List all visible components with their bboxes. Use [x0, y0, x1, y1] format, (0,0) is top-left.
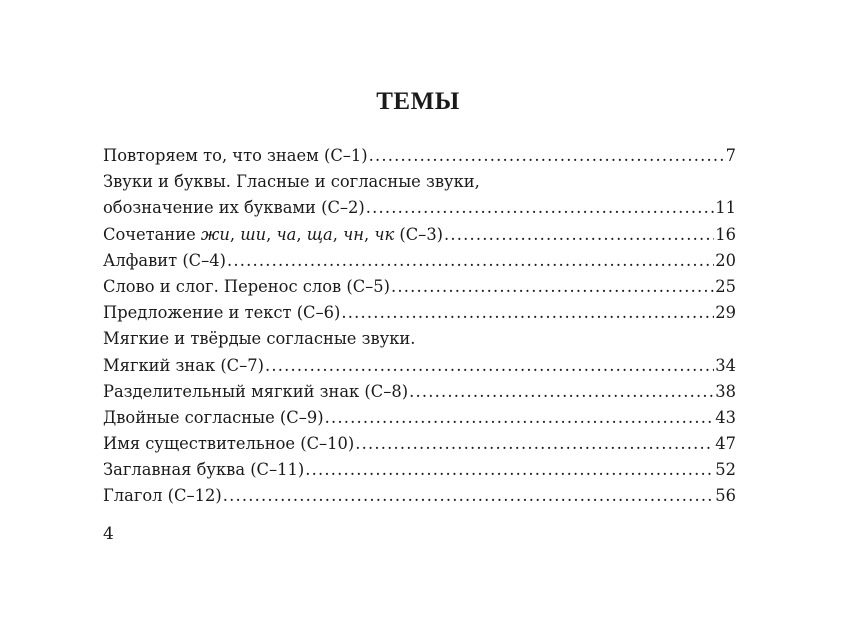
toc-entry-label: Имя существительное (С–10) — [103, 434, 355, 454]
toc-entry-page: 43 — [715, 407, 736, 427]
toc-entry-label: Двойные согласные (С–9) — [103, 407, 324, 427]
toc-entry[interactable] — [103, 353, 736, 379]
toc-entry-label: Мягкий знак (С–7) — [103, 355, 264, 375]
label-italic: чн — [343, 224, 364, 244]
leader-dots — [265, 353, 714, 379]
label-italic: ча — [276, 224, 297, 244]
label-italic: жи — [200, 224, 230, 244]
toc-entry[interactable] — [103, 222, 736, 248]
toc-entry[interactable] — [103, 300, 736, 326]
toc-entry-page: 25 — [715, 276, 736, 296]
toc-entry-label: Глагол (С–12) — [103, 486, 222, 506]
leader-dots — [325, 405, 715, 431]
toc-entry-page: 20 — [715, 250, 736, 270]
toc-entry-label: Звуки и буквы. Гласные и согласные звуки, — [103, 172, 480, 192]
label-italic: чк — [374, 224, 395, 244]
label-text: , — [363, 224, 375, 244]
toc-entry-page: 11 — [715, 198, 736, 218]
toc-entry[interactable] — [103, 405, 736, 431]
toc-entry-page: 52 — [715, 460, 736, 480]
toc-entry-label: Предложение и текст (С–6) — [103, 303, 341, 323]
toc-entry — [103, 169, 736, 195]
leader-dots — [369, 143, 725, 169]
leader-dots — [355, 431, 714, 457]
label-italic: ши — [240, 224, 267, 244]
toc-entry-label: Мягкие и твёрдые согласные звуки. — [103, 329, 416, 349]
toc-entry-page: 56 — [715, 486, 736, 506]
toc-entry[interactable] — [103, 143, 736, 169]
label-text: , — [332, 224, 344, 244]
toc-entry-label — [103, 222, 443, 248]
leader-dots — [341, 300, 714, 326]
toc-entry-label: Слово и слог. Перенос слов (С–5) — [103, 276, 391, 296]
label-text: (С–3) — [394, 224, 444, 244]
leader-dots — [391, 274, 714, 300]
toc-entry-label: Разделительный мягкий знак (С–8) — [103, 381, 409, 401]
toc-entry-page: 29 — [715, 303, 736, 323]
leader-dots — [305, 457, 714, 483]
toc-entry-page: 7 — [725, 146, 736, 165]
label-text: , — [296, 224, 307, 244]
toc-entry-label: Заглавная буква (С–11) — [103, 460, 305, 480]
toc-entry-page: 47 — [715, 434, 736, 454]
label-text: Сочетание — [103, 224, 201, 244]
toc-entry-label: обозначение их буквами (С–2) — [103, 198, 365, 218]
leader-dots — [223, 483, 715, 509]
toc-entry-page: 16 — [715, 224, 736, 244]
toc-entry — [103, 326, 736, 352]
toc-entry-page: 34 — [715, 355, 736, 375]
leader-dots — [366, 195, 715, 221]
label-text: , — [229, 224, 241, 244]
toc-entry[interactable] — [103, 274, 736, 300]
toc-entry[interactable] — [103, 483, 736, 509]
toc-entry[interactable] — [103, 457, 736, 483]
page-title: ТЕМЫ — [376, 88, 460, 115]
toc-entry[interactable] — [103, 195, 736, 221]
label-italic: ща — [306, 224, 333, 244]
leader-dots — [227, 248, 714, 274]
toc-entry[interactable] — [103, 248, 736, 274]
toc-entry[interactable] — [103, 379, 736, 405]
page-number: 4 — [103, 524, 114, 544]
toc-entry-label: Повторяем то, что знаем (С–1) — [103, 146, 368, 165]
toc-entry[interactable] — [103, 431, 736, 457]
leader-dots — [444, 222, 714, 248]
toc-entry-page: 38 — [715, 381, 736, 401]
table-of-contents — [103, 143, 736, 510]
leader-dots — [409, 379, 714, 405]
toc-entry-label: Алфавит (С–4) — [103, 250, 226, 270]
label-text: , — [266, 224, 277, 244]
